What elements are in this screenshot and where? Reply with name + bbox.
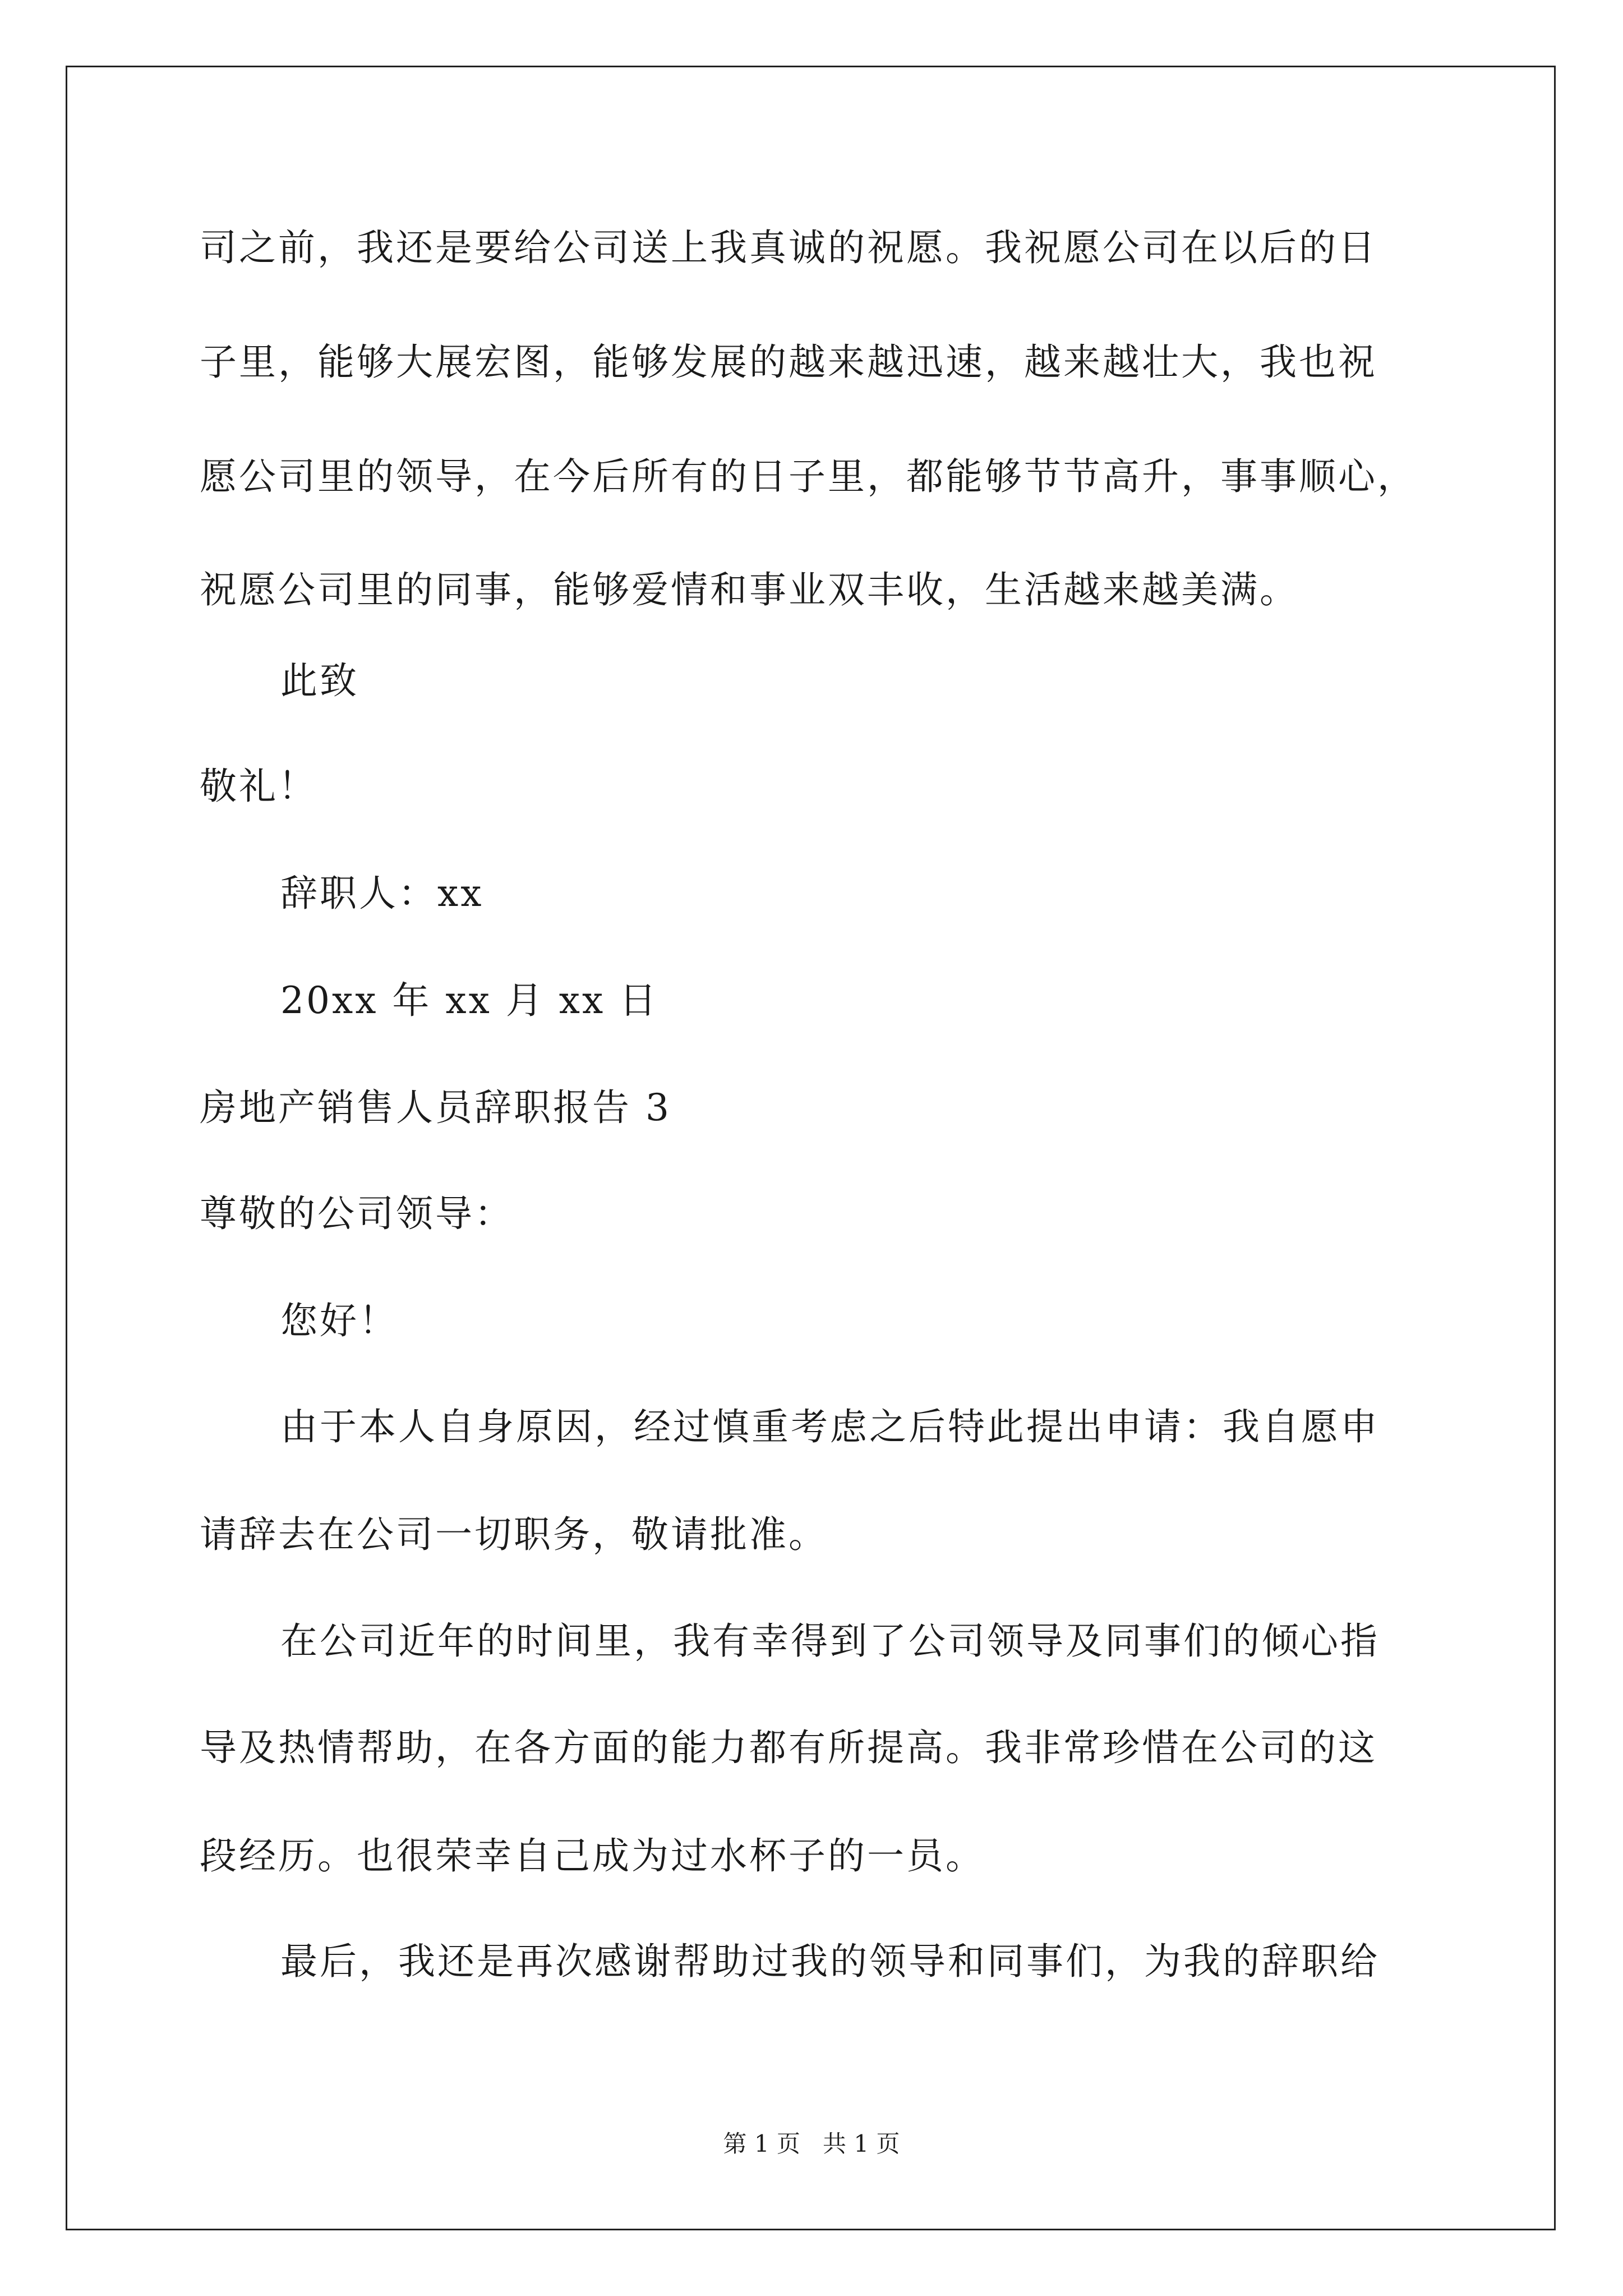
text-line: 在公司近年的时间里，我有幸得到了公司领导及同事们的倾心指 <box>280 1619 1380 1663</box>
text-line: 导及热情帮助，在各方面的能力都有所提高。我非常珍惜在公司的这 <box>200 1726 1377 1769</box>
text-line: 由于本人自身原因，经过慎重考虑之后特此提出申请：我自愿申 <box>280 1405 1380 1448</box>
text-line: 最后，我还是再次感谢帮助过我的领导和同事们，为我的辞职给 <box>280 1940 1380 1983</box>
text-line: 司之前，我还是要给公司送上我真诚的祝愿。我祝愿公司在以后的日 <box>200 226 1377 269</box>
signature-date: 20xx 年 xx 月 xx 日 <box>280 979 659 1022</box>
text-line: 段经历。也很荣幸自己成为过水杯子的一员。 <box>200 1834 985 1878</box>
closing-regards: 敬礼！ <box>200 765 317 808</box>
greeting: 您好！ <box>280 1299 398 1342</box>
signature-name: 辞职人：xx <box>280 872 484 915</box>
greeting-recipient: 尊敬的公司领导： <box>200 1192 514 1235</box>
text-line: 请辞去在公司一切职务，敬请批准。 <box>200 1513 828 1556</box>
text-line: 子里，能够大展宏图，能够发展的越来越迅速，越来越壮大，我也祝 <box>200 341 1377 384</box>
closing-salutation: 此致 <box>280 659 359 702</box>
page-footer: 第 1 页 共 1 页 <box>723 2130 900 2157</box>
section-title: 房地产销售人员辞职报告 3 <box>200 1086 671 1129</box>
text-line: 祝愿公司里的同事，能够爱情和事业双丰收，生活越来越美满。 <box>200 568 1299 611</box>
text-line: 愿公司里的领导，在今后所有的日子里，都能够节节高升，事事顺心， <box>200 455 1417 498</box>
page-border <box>66 66 1556 2230</box>
